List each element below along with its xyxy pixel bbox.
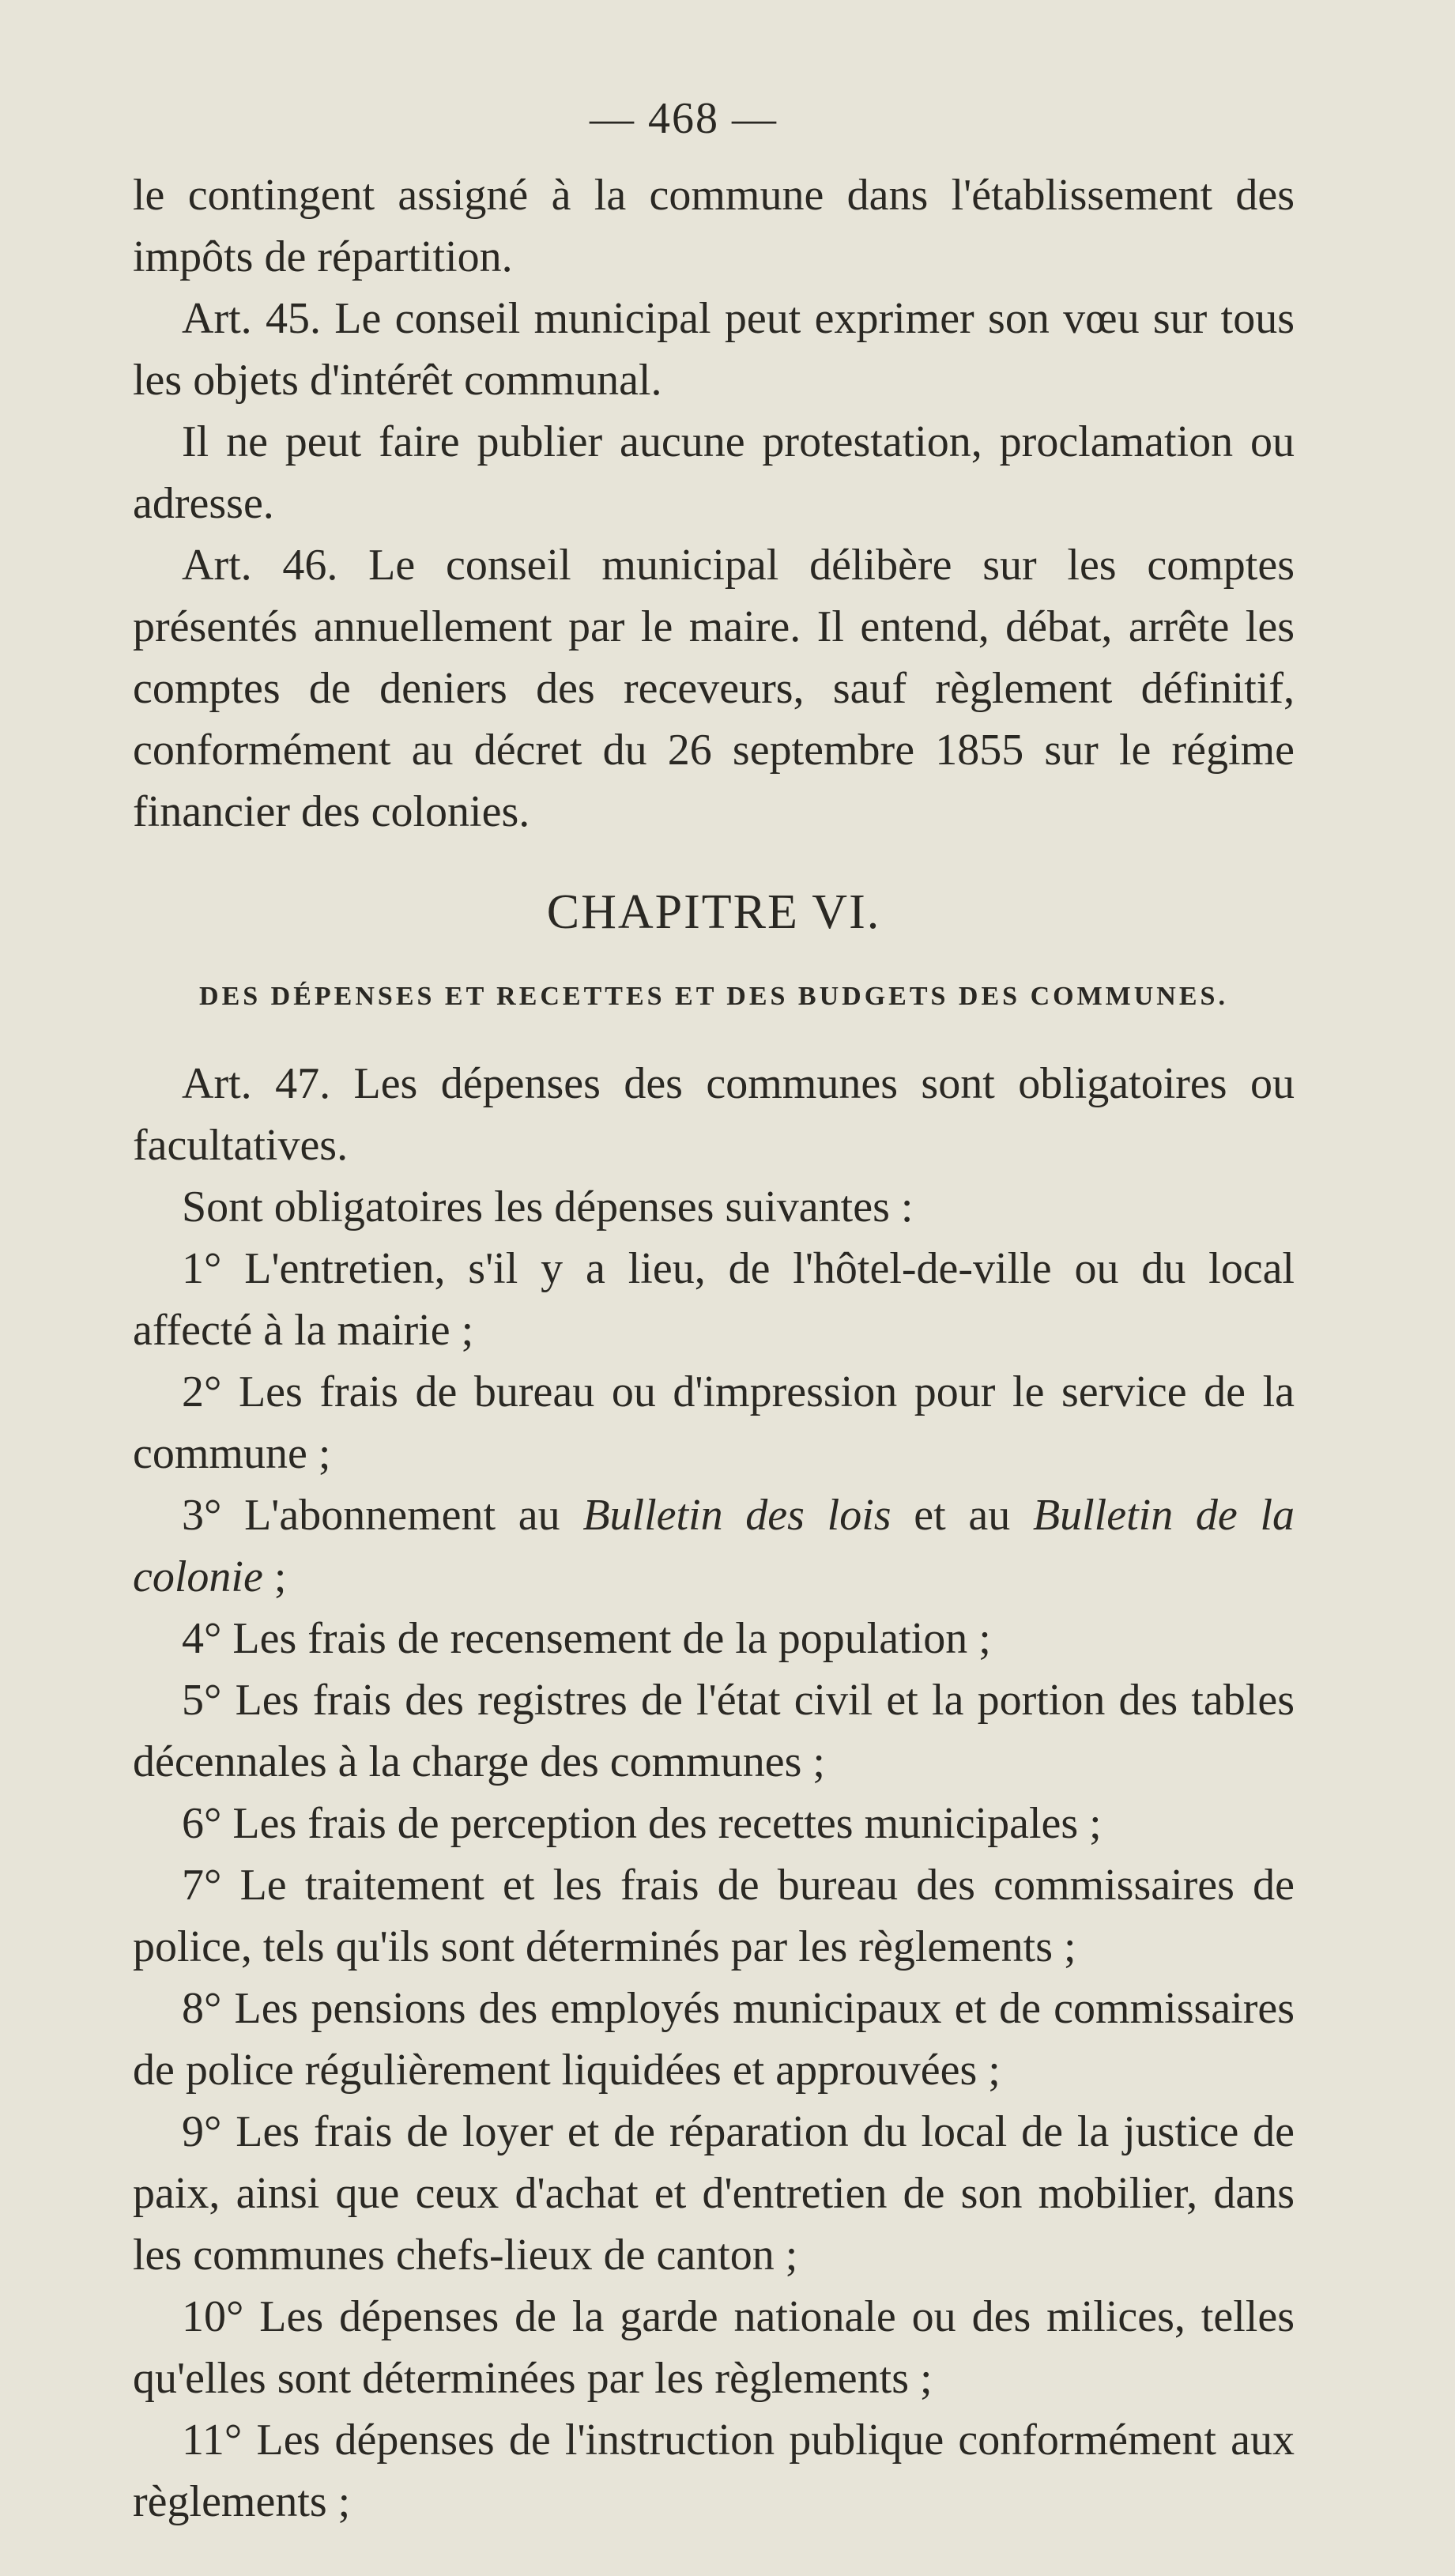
article-46: Art. 46. Le conseil municipal délibère sur les comptes présentés annuellement par le maire. Il entend, débat, arrête les comptes de deniers des receveurs, sauf règlement définitif, conformément au décret du 26 septembre 1855 sur le régime financier des colonies. — [133, 541, 1295, 836]
paragraph-obligatoires: Sont obligatoires les dépenses suivantes : — [182, 1182, 914, 1231]
list-item-7: 7° Le traitement et les frais de bureau des commissaires de police, tels qu'ils sont déterminés par les règlements ; — [133, 1861, 1295, 1971]
paragraph-protestation: Il ne peut faire publier aucune protestation, proclamation ou adresse. — [133, 417, 1295, 528]
list-item-3-end: ; — [262, 1552, 287, 1601]
article-45: Art. 45. Le conseil municipal peut exprimer son vœu sur tous les objets d'intérêt communal. — [133, 294, 1295, 405]
article-47: Art. 47. Les dépenses des communes sont obligatoires ou facultatives. — [133, 1059, 1295, 1170]
chapter-subtitle: DES DÉPENSES ET RECETTES ET DES BUDGETS DES COMMUNES. — [199, 982, 1228, 1011]
list-item-3-text: 3° L'abonnement au — [182, 1491, 583, 1540]
chapter-title: CHAPITRE VI. — [546, 885, 881, 939]
list-item-2: 2° Les frais de bureau ou d'impression pour le service de la commune ; — [133, 1367, 1295, 1478]
paragraph-continuation: le contingent assigné à la commune dans l'établissement des impôts de répartition. — [133, 171, 1295, 281]
bulletin-de-la-colonie: Bulletin de la colonie — [133, 1491, 1295, 1601]
list-item-4: 4° Les frais de recensement de la population ; — [182, 1614, 991, 1663]
bulletin-des-lois: Bulletin des lois — [582, 1491, 891, 1540]
list-item-5: 5° Les frais des registres de l'état civil et la portion des tables décennales à la charge des communes ; — [133, 1676, 1295, 1786]
list-item-3 — [133, 1484, 1295, 1608]
list-item-6: 6° Les frais de perception des recettes municipales ; — [182, 1799, 1102, 1848]
list-item-1: 1° L'entretien, s'il y a lieu, de l'hôtel-de-ville ou du local affecté à la mairie ; — [133, 1244, 1295, 1355]
list-item-10: 10° Les dépenses de la garde nationale ou des milices, telles qu'elles sont déterminées par les règlements ; — [133, 2292, 1295, 2403]
list-item-8: 8° Les pensions des employés municipaux et de commissaires de police régulièrement liquidées et approuvées ; — [133, 1984, 1295, 2095]
list-item-9: 9° Les frais de loyer et de réparation du local de la justice de paix, ainsi que ceux d'achat et d'entretien de son mobilier, dans les communes chefs-lieux de canton ; — [133, 2107, 1295, 2280]
page-number: — 468 — — [590, 94, 778, 143]
page-body — [133, 164, 1295, 2533]
list-item-11: 11° Les dépenses de l'instruction publique conformément aux règlements ; — [133, 2416, 1295, 2526]
list-item-3-joiner: et au — [891, 1491, 1033, 1540]
